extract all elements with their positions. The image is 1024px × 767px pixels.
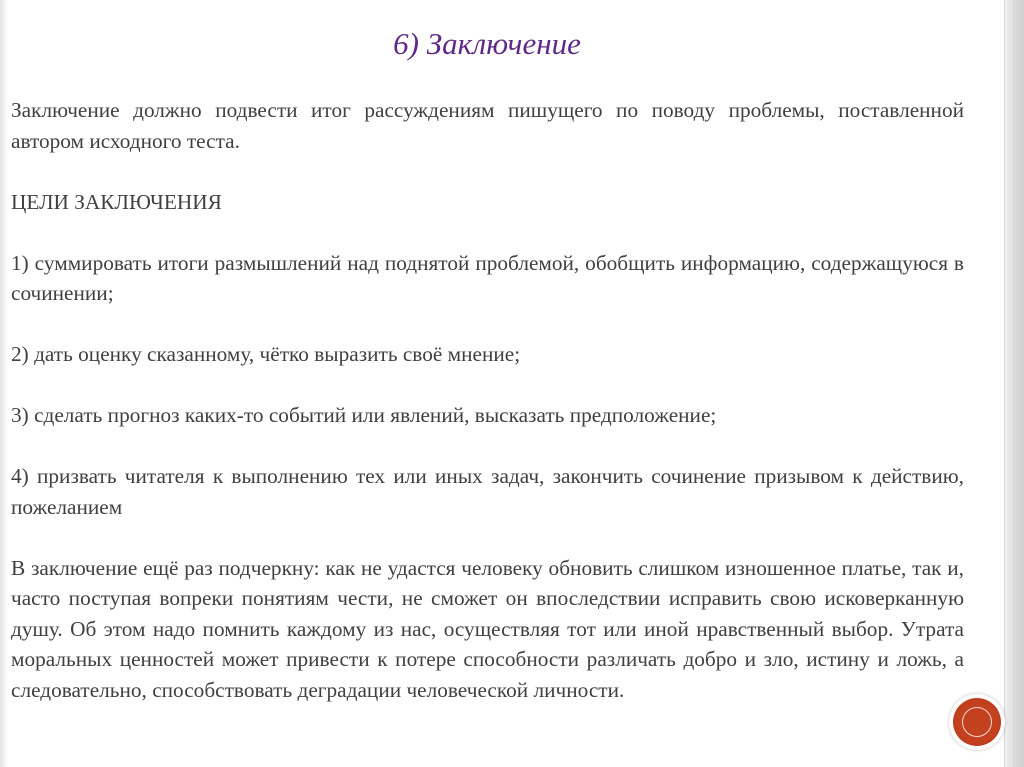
spacer — [11, 522, 964, 553]
badge-disc — [953, 698, 1001, 746]
spacer — [11, 370, 964, 401]
spacer — [11, 309, 964, 340]
badge-ring — [962, 707, 992, 737]
spacer — [11, 156, 964, 187]
example-paragraph: В заключение ещё раз подчеркну: как не удастся человеку обновить слишком изношенное платье, так и, часто поступая вопреки понятиям чести, не сможет он впоследствии исправить свою исковерканную душу. Об этом надо помнить каждому из нас, осуществляя тот или иной нравственный выбор. Утрата моральных ценностей может привести к потере способности различать добро и зло, истину и ложь, а следовательно, способствовать деградации человеческой личности. — [11, 555, 964, 702]
goals-heading: ЦЕЛИ ЗАКЛЮЧЕНИЯ — [11, 189, 222, 214]
spacer — [11, 431, 964, 462]
slide-content — [11, 95, 964, 705]
slide-right-frame — [1004, 0, 1024, 767]
slide-left-edge — [0, 0, 8, 767]
goal-item-4: 4) призвать читателя к выполнению тех или иных задач, закончить сочинение призывом к действию, пожеланием — [11, 464, 964, 519]
goal-item-3: 3) сделать прогноз каких-то событий или явлений, высказать предположение; — [11, 403, 717, 427]
slide-title: 6) Заключение — [393, 26, 581, 61]
goal-item-2: 2) дать оценку сказанному, чётко выразить своё мнение; — [11, 342, 521, 366]
goal-item-1: 1) суммировать итоги размышлений над поднятой проблемой, обобщить информацию, содержащуюся в сочинении; — [11, 250, 964, 305]
spacer — [11, 217, 964, 248]
red-circle-badge-icon — [949, 694, 1005, 750]
intro-paragraph: Заключение должно подвести итог рассуждениям пишущего по поводу проблемы, поставленной автором исходного теста. — [11, 98, 964, 153]
